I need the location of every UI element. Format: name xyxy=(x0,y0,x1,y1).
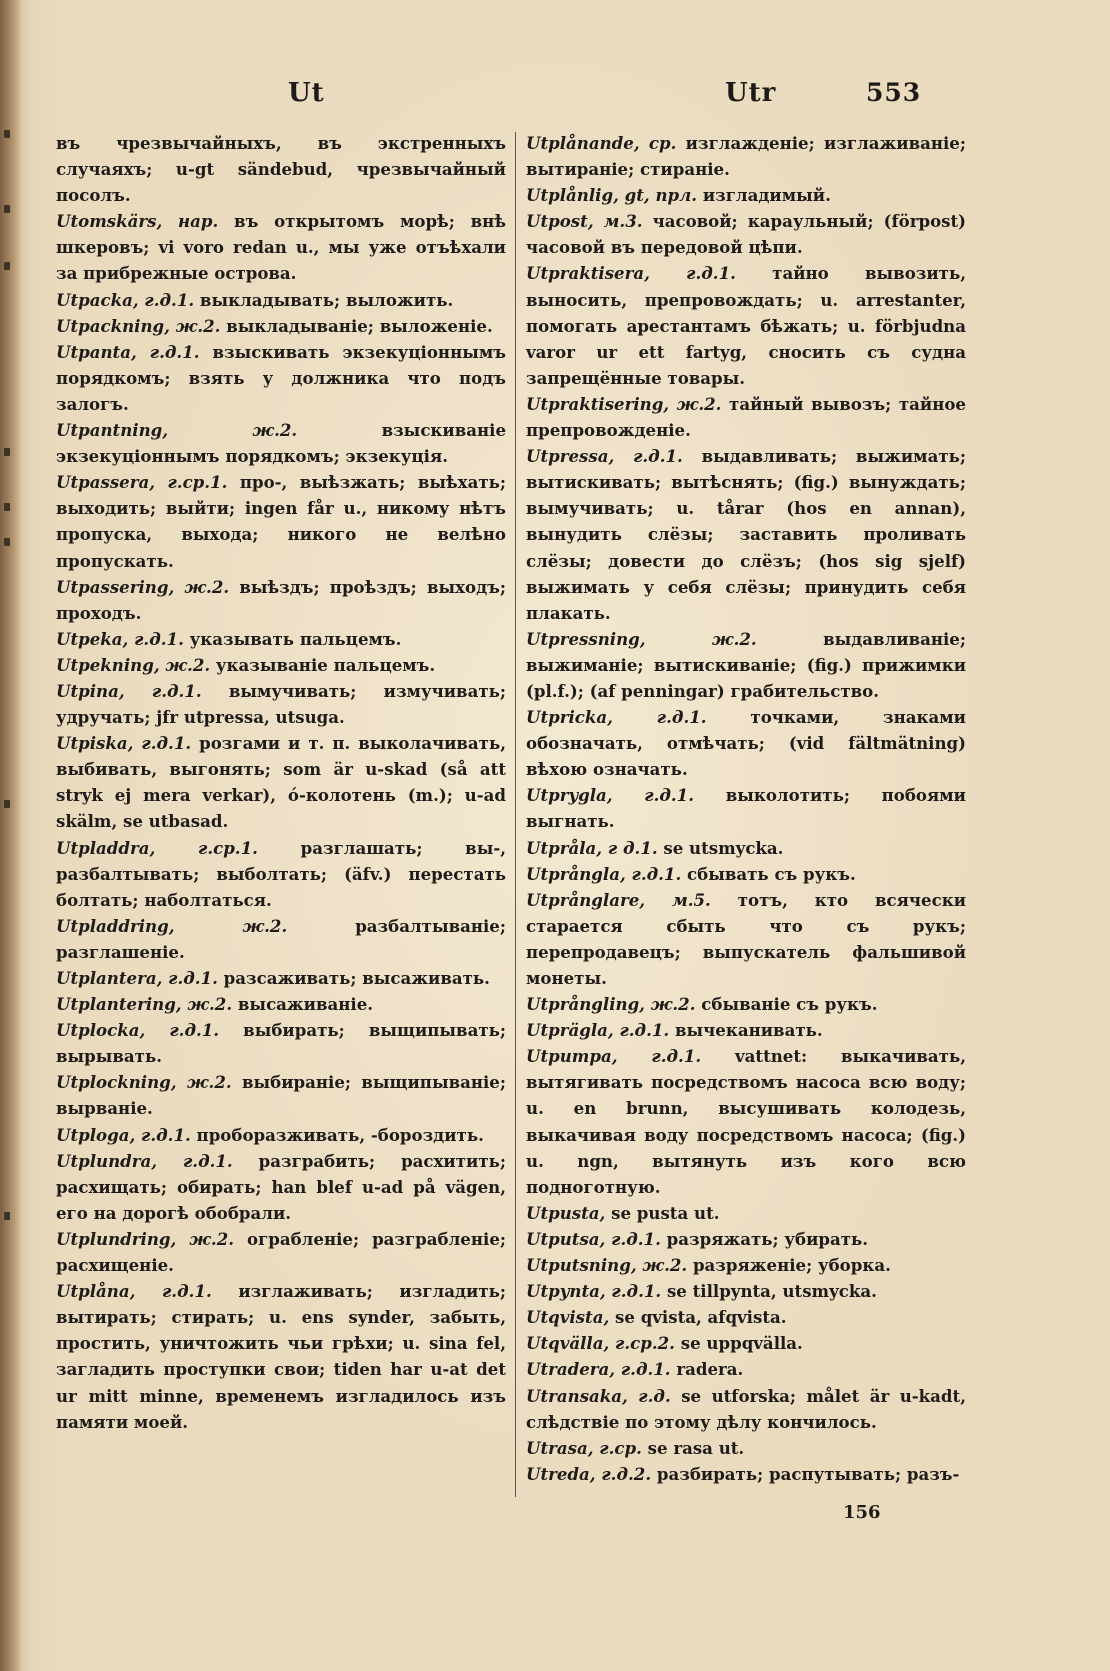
entry-definition: изглажденіе; изглаживаніе; вытираніе; стираніе. xyxy=(526,133,966,180)
entry-headword: Utpraktisering, ж.2. xyxy=(526,393,722,414)
entry-headword: Utpressning, ж.2. xyxy=(526,628,757,649)
entry-headword: Utpekning, ж.2. xyxy=(56,654,211,675)
entry-headword: Utplundring, ж.2. xyxy=(56,1228,235,1249)
binding-stitch xyxy=(4,800,10,808)
dictionary-entry xyxy=(56,469,506,573)
dictionary-entry xyxy=(526,130,966,182)
entry-definition: выкладываніе; выложеніе. xyxy=(220,315,493,336)
entry-headword: Utplånlig, gt, прл. xyxy=(526,185,698,206)
dictionary-entry xyxy=(56,835,506,913)
dictionary-entry xyxy=(526,1278,966,1304)
binding-stitch xyxy=(4,538,10,546)
entry-headword: Utprångling, ж.2. xyxy=(526,994,696,1015)
dictionary-entry xyxy=(526,208,966,260)
entry-definition: разбалтываніе; разглашеніе. xyxy=(56,915,506,962)
entry-definition: выѣздъ; проѣздъ; выходъ; проходъ. xyxy=(56,576,506,623)
entry-definition: se utsmycka. xyxy=(657,837,784,858)
entry-definition: разбирать; распутывать; разъ- xyxy=(651,1463,960,1484)
entry-headword: Utpeka, г.д.1. xyxy=(56,628,184,649)
dictionary-entry xyxy=(526,1356,966,1382)
dictionary-entry xyxy=(56,1278,506,1435)
dictionary-entry xyxy=(526,1017,966,1043)
entry-headword: Utpråla, г д.1. xyxy=(526,837,658,858)
entry-definition: se utforska; målet är u-kadt, слѣдствіе по этому дѣлу кончилось. xyxy=(526,1385,966,1432)
entry-headword: Utprånglare, м.5. xyxy=(526,889,711,910)
entry-headword: Utplocka, г.д.1. xyxy=(56,1020,220,1041)
dictionary-entry xyxy=(526,182,966,208)
binding-stitch xyxy=(4,262,10,270)
entry-definition: ограбленіе; разграбленіе; расхищеніе. xyxy=(56,1228,506,1276)
entry-headword: Utpladdring, ж.2. xyxy=(56,915,288,936)
entry-headword: Utpricka, г.д.1. xyxy=(526,707,707,728)
entry-definition: точками, знаками обозначать, отмѣчать; (vid fältmätning) вѣхою означать. xyxy=(526,707,966,780)
dictionary-entry xyxy=(56,208,506,286)
entry-definition: въ чрезвычайныхъ, въ экстренныхъ случаяхъ; u-gt sändebud, чрезвычайный посолъ. xyxy=(56,133,506,206)
dictionary-entry xyxy=(56,991,506,1017)
dictionary-entry xyxy=(526,782,966,834)
entry-headword: Utpynta, г.д.1. xyxy=(526,1281,662,1302)
entry-definition: разсаживать; высаживать. xyxy=(217,968,490,988)
entry-headword: Utputsa, г.д.1. xyxy=(526,1228,661,1249)
dictionary-entry xyxy=(526,991,966,1017)
entry-definition: сбываніе съ рукъ. xyxy=(695,994,878,1015)
entry-definition: разглашать; вы-, разбалтывать; выболтать; (äfv.) перестать болтать; наболтаться. xyxy=(56,837,507,910)
left-guide-word: Ut xyxy=(288,78,325,108)
entry-headword: Utreda, г.д.2. xyxy=(526,1463,652,1484)
entry-definition: проборазживать, -бороздить. xyxy=(190,1124,484,1145)
entry-definition: указывать пальцемъ. xyxy=(183,628,402,649)
entry-definition: про-, выѣзжать; выѣхать; выходить; выйти; ingen får u., никому нѣтъ пропуска, выхода; никого не велѣно пропускать. xyxy=(56,472,506,571)
entry-headword: Utradera, г.д.1. xyxy=(526,1359,671,1380)
dictionary-entry xyxy=(56,1226,506,1278)
dictionary-entry xyxy=(56,652,506,678)
entry-headword: Utpraktisera, г.д.1. xyxy=(526,263,736,284)
dictionary-entry xyxy=(526,1461,966,1487)
dictionary-entry xyxy=(56,1069,506,1121)
entry-definition: розгами и т. п. выколачивать, выбивать, выгонять; som är u-skad (så att stryk ej mera verkar), ó-колотень (m.); u-ad skälm, se utbasad. xyxy=(56,733,506,832)
binding-stitch xyxy=(4,205,10,213)
entry-headword: Utpacka, г.д.1. xyxy=(56,289,195,310)
binding-stitch xyxy=(4,130,10,138)
dictionary-entry xyxy=(526,835,966,861)
entry-headword: Utprygla, г.д.1. xyxy=(526,785,695,806)
dictionary-entry xyxy=(526,1304,966,1330)
dictionary-entry xyxy=(526,260,966,390)
entry-headword: Utpost, м.3. xyxy=(526,211,643,232)
entry-headword: Utpumpa, г.д.1. xyxy=(526,1046,702,1067)
entry-definition: часовой; караульный; (förpost) часовой въ передовой цѣпи. xyxy=(526,211,966,258)
binding-stitch xyxy=(4,448,10,456)
entry-headword: Utransaka, г.д. xyxy=(526,1385,671,1406)
entry-definition: взыскивать экзекуціоннымъ порядкомъ; взять у должника что подъ залогъ. xyxy=(56,341,506,414)
dictionary-entry xyxy=(526,1043,966,1200)
dictionary-entry xyxy=(526,1252,966,1278)
dictionary-entry xyxy=(526,626,966,704)
dictionary-entry xyxy=(526,1330,966,1356)
dictionary-entry xyxy=(56,313,506,339)
entry-headword: Utplåna, г.д.1. xyxy=(56,1281,212,1302)
dictionary-entry xyxy=(56,287,506,313)
entry-headword: Utpanta, г.д.1. xyxy=(56,341,200,362)
entry-definition: vattnet: выкачивать, вытягивать посредствомъ насоса всю воду; u. en brunn, высушивать колодезь, выкачивая воду посредствомъ насоса; (fig.) u. ngn, вытянуть изъ кого всю подноготную. xyxy=(526,1046,966,1197)
dictionary-entry xyxy=(56,1122,506,1148)
entry-definition: разряженіе; уборка. xyxy=(687,1255,891,1276)
entry-headword: Utpassering, ж.2. xyxy=(56,576,230,597)
entry-headword: Utplundra, г.д.1. xyxy=(56,1150,233,1171)
dictionary-entry xyxy=(526,887,966,991)
dictionary-entry xyxy=(526,1435,966,1461)
right-guide-word: Utr xyxy=(725,78,777,108)
entry-headword: Utomskärs, нар. xyxy=(56,211,219,232)
entry-definition: выкладывать; выложить. xyxy=(194,289,454,310)
entry-definition: тайный вывозъ; тайное препровожденіе. xyxy=(526,393,966,441)
entry-definition: se rasa ut. xyxy=(641,1437,745,1458)
dictionary-entry xyxy=(56,1148,506,1226)
dictionary-entry xyxy=(56,678,506,730)
dictionary-entry xyxy=(526,1200,966,1226)
dictionary-entry xyxy=(526,861,966,887)
entry-headword: Utpantning, ж.2. xyxy=(56,420,298,441)
binding-stitch xyxy=(4,1212,10,1220)
entry-headword: Utpassera, г.ср.1. xyxy=(56,472,228,493)
entry-definition: разграбить; расхитить; расхищать; обирать; han blef u-ad på vägen, его на дорогѣ обобрали. xyxy=(56,1150,506,1223)
entry-definition: se tillpynta, utsmycka. xyxy=(661,1281,877,1302)
entry-definition: выдавливаніе; выжиманіе; вытискиваніе; (fig.) прижимки (pl.f.); (af penningar) грабительство. xyxy=(526,628,966,701)
left-column xyxy=(56,130,506,1435)
dictionary-entry xyxy=(56,339,506,417)
entry-headword: Utpina, г.д.1. xyxy=(56,680,202,701)
entry-definition: se uppqvälla. xyxy=(674,1333,803,1354)
dictionary-entry xyxy=(526,704,966,782)
entry-definition: изгладимый. xyxy=(697,185,831,206)
entry-headword: Utplånande, ср. xyxy=(526,133,677,153)
entry-headword: Utpressa, г.д.1. xyxy=(526,446,683,467)
entry-definition: указываніе пальцемъ. xyxy=(210,654,436,675)
dictionary-entry xyxy=(526,443,966,626)
entry-headword: Utplockning, ж.2. xyxy=(56,1072,232,1093)
entry-headword: Utpusta, xyxy=(526,1202,606,1223)
entry-headword: Utpackning, ж.2. xyxy=(56,315,221,336)
dictionary-entry xyxy=(56,913,506,965)
entry-headword: Utputsning, ж.2. xyxy=(526,1255,688,1276)
page-binding-edge xyxy=(0,0,22,1671)
entry-headword: Utqvista, xyxy=(526,1307,610,1328)
entry-headword: Utprägla, г.д.1. xyxy=(526,1020,670,1041)
entry-headword: Utprångla, г.д.1. xyxy=(526,863,682,884)
entry-headword: Utqvälla, г.ср.2. xyxy=(526,1333,675,1354)
column-divider xyxy=(515,132,516,1497)
entry-headword: Utpiska, г.д.1. xyxy=(56,733,192,754)
dictionary-entry xyxy=(56,965,506,991)
signature-mark: 156 xyxy=(843,1502,881,1523)
dictionary-entry xyxy=(56,574,506,626)
entry-headword: Utploga, г.д.1. xyxy=(56,1124,191,1145)
dictionary-entry xyxy=(526,1226,966,1252)
entry-definition: se qvista, afqvista. xyxy=(609,1307,787,1328)
entry-definition: тайно вывозить, выносить, препровождать; u. arrestanter, помогать арестантамъ бѣжать; u. förbjudna varor ur ett fartyg, сносить съ судна запрещённые товары. xyxy=(526,263,966,388)
entry-definition: взыскиваніе экзекуціоннымъ порядкомъ; экзекуція. xyxy=(56,420,507,467)
entry-headword: Utrasa, г.ср. xyxy=(526,1437,642,1458)
page-number: 553 xyxy=(866,78,922,107)
entry-definition: выбираніе; выщипываніе; вырваніе. xyxy=(56,1072,506,1119)
entry-definition: выбирать; выщипывать; вырывать. xyxy=(56,1020,506,1067)
entry-definition: разряжать; убирать. xyxy=(660,1228,869,1249)
dictionary-entry xyxy=(56,417,506,469)
right-column xyxy=(526,130,966,1487)
entry-definition: вычеканивать. xyxy=(669,1020,823,1041)
entry-definition: сбывать съ рукъ. xyxy=(681,863,856,884)
binding-stitch xyxy=(4,503,10,511)
entry-definition: высаживаніе. xyxy=(232,994,374,1015)
entry-definition: radera. xyxy=(670,1359,744,1380)
entry-definition: изглаживать; изгладить; вытирать; стирать; u. ens synder, забыть, простить, уничтожить чьи грѣхи; u. sina fel, загладить проступки свои; tiden har u-at det ur mitt minne, временемъ изгладилось изъ памяти моей. xyxy=(56,1281,506,1432)
entry-headword: Utplantera, г.д.1. xyxy=(56,968,218,988)
entry-headword: Utpladdra, г.ср.1. xyxy=(56,837,258,858)
dictionary-entry xyxy=(56,130,506,208)
dictionary-entry xyxy=(56,730,506,834)
entry-definition: въ открытомъ морѣ; внѣ шкеровъ; vi voro redan u., мы уже отъѣхали за прибрежные острова. xyxy=(56,211,506,284)
entry-headword: Utplantering, ж.2. xyxy=(56,994,233,1015)
entry-definition: выколотить; побоями выгнать. xyxy=(526,785,966,832)
entry-definition: тотъ, кто всячески старается сбыть что съ рукъ; перепродавецъ; выпускатель фальшивой монеты. xyxy=(526,889,967,988)
dictionary-entry xyxy=(56,1017,506,1069)
dictionary-entry xyxy=(56,626,506,652)
entry-definition: вымучивать; измучивать; удручать; jfr utpressa, utsuga. xyxy=(56,680,506,728)
entry-definition: выдавливать; выжимать; вытискивать; вытѣснять; (fig.) вынуждать; вымучивать; u. tårar (hos en annan), вынудить слёзы; заставить проливать слёзы; довести до слёзъ; (hos sig sjelf) выжимать у себя слёзы; принудить себя плакать. xyxy=(526,446,966,623)
entry-definition: se pusta ut. xyxy=(605,1202,720,1223)
dictionary-entry xyxy=(526,391,966,443)
dictionary-entry xyxy=(526,1383,966,1435)
